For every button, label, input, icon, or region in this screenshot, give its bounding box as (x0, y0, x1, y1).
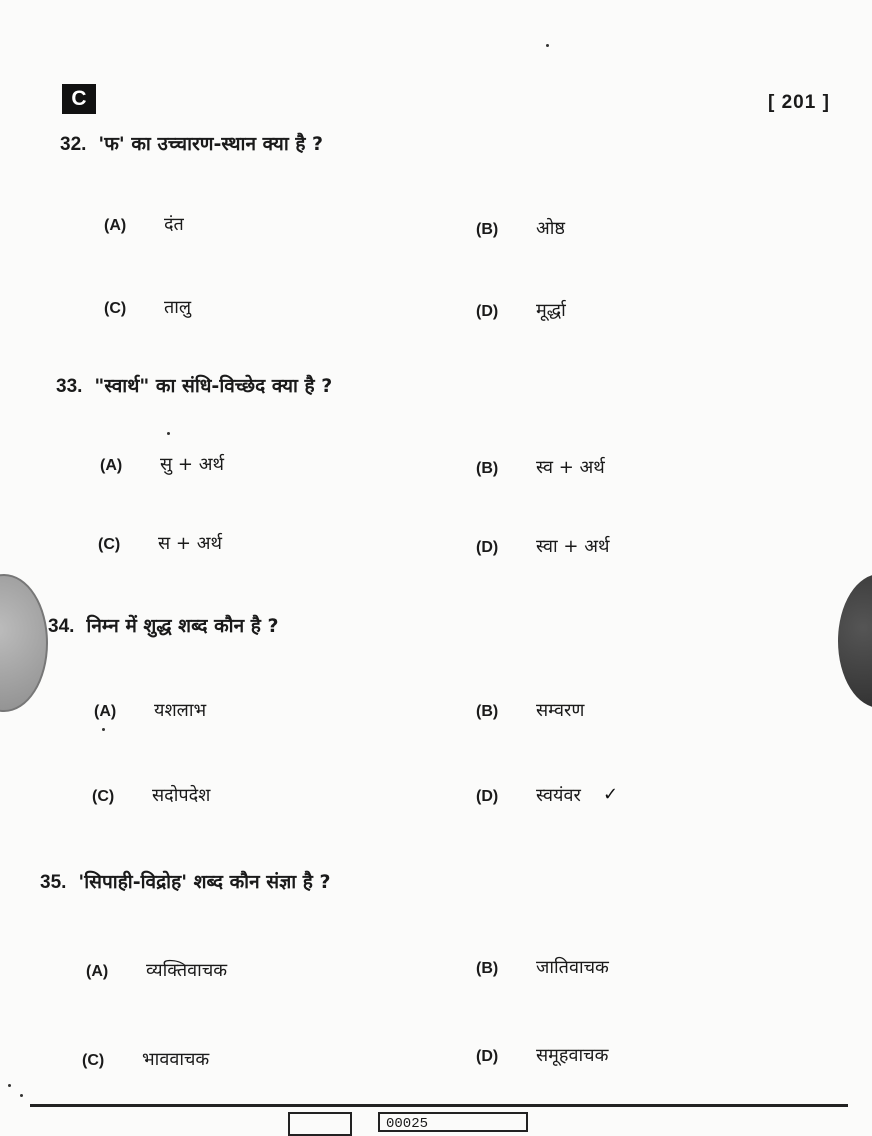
question-text: 'सिपाही-विद्रोह' शब्द कौन संज्ञा है ? (78, 871, 331, 893)
option-label: (A) (94, 703, 117, 720)
option-text: तालु (164, 297, 192, 318)
option-text: मूर्द्धा (536, 300, 566, 321)
option-text: सु + अर्थ (160, 454, 224, 475)
print-speck (20, 1094, 23, 1097)
option-text: व्यक्तिवाचक (146, 960, 228, 981)
option-text: दंत (164, 214, 184, 235)
question-32 (60, 130, 323, 156)
option-text: स्वा + अर्थ (536, 536, 610, 557)
punch-hole-left (0, 574, 48, 712)
option-label: (B) (476, 460, 499, 477)
question-number: 32. (60, 134, 87, 155)
option-35-c[interactable] (82, 1047, 209, 1071)
option-label: (C) (92, 788, 115, 805)
checkmark-icon: ✓ (603, 784, 619, 805)
question-text: 'फ' का उच्चारण-स्थान क्या है ? (98, 133, 324, 155)
question-text: निम्न में शुद्ध शब्द कौन है ? (86, 615, 279, 637)
option-33-c[interactable] (98, 531, 222, 555)
option-32-d[interactable] (476, 298, 566, 322)
option-text: स + अर्थ (158, 533, 222, 554)
set-badge: C (62, 84, 96, 114)
option-32-c[interactable] (104, 295, 191, 319)
footer-box (288, 1112, 352, 1136)
question-number: 34. (48, 616, 75, 637)
option-label: (A) (104, 217, 127, 234)
print-speck (8, 1084, 11, 1087)
print-speck (546, 44, 549, 47)
option-text: ओष्ठ (536, 218, 566, 239)
option-label: (C) (82, 1052, 105, 1069)
punch-hole-right (838, 574, 872, 708)
question-35 (40, 868, 331, 894)
question-34 (48, 612, 279, 638)
option-text: सदोपदेश (152, 785, 211, 806)
option-35-b[interactable] (476, 955, 609, 979)
option-label: (B) (476, 960, 499, 977)
footer-rule (30, 1104, 848, 1107)
option-text: समूहवाचक (536, 1045, 609, 1066)
print-speck (102, 728, 105, 731)
footer-code-box: 00025 (378, 1112, 528, 1132)
option-text: स्वयंवर (536, 785, 581, 806)
option-35-a[interactable] (86, 958, 227, 982)
option-label: (B) (476, 703, 499, 720)
question-number: 33. (56, 376, 83, 397)
option-34-b[interactable] (476, 698, 584, 722)
option-34-a[interactable] (94, 698, 206, 722)
question-text: "स्वार्थ" का संधि-विच्छेद क्या है ? (94, 375, 333, 397)
option-32-b[interactable] (476, 216, 565, 240)
option-text: स्व + अर्थ (536, 457, 605, 478)
option-33-b[interactable] (476, 455, 605, 479)
option-text: जातिवाचक (536, 957, 609, 978)
question-number: 35. (40, 872, 67, 893)
option-text: यशलाभ (154, 700, 207, 721)
page-number: [ 201 ] (768, 92, 830, 113)
question-33 (56, 372, 332, 398)
option-label: (A) (100, 457, 123, 474)
option-label: (B) (476, 221, 499, 238)
print-speck (167, 432, 170, 435)
option-33-a[interactable] (100, 452, 224, 476)
option-text: सम्वरण (536, 700, 585, 721)
option-text: भाववाचक (142, 1049, 210, 1070)
option-label: (D) (476, 539, 499, 556)
option-label: (C) (104, 300, 127, 317)
option-label: (A) (86, 963, 109, 980)
option-label: (D) (476, 303, 499, 320)
option-35-d[interactable] (476, 1043, 608, 1067)
option-34-c[interactable] (92, 783, 210, 807)
option-32-a[interactable] (104, 212, 184, 236)
option-label: (D) (476, 788, 499, 805)
option-34-d[interactable] (476, 783, 581, 807)
option-label: (C) (98, 536, 121, 553)
option-33-d[interactable] (476, 534, 609, 558)
option-label: (D) (476, 1048, 499, 1065)
